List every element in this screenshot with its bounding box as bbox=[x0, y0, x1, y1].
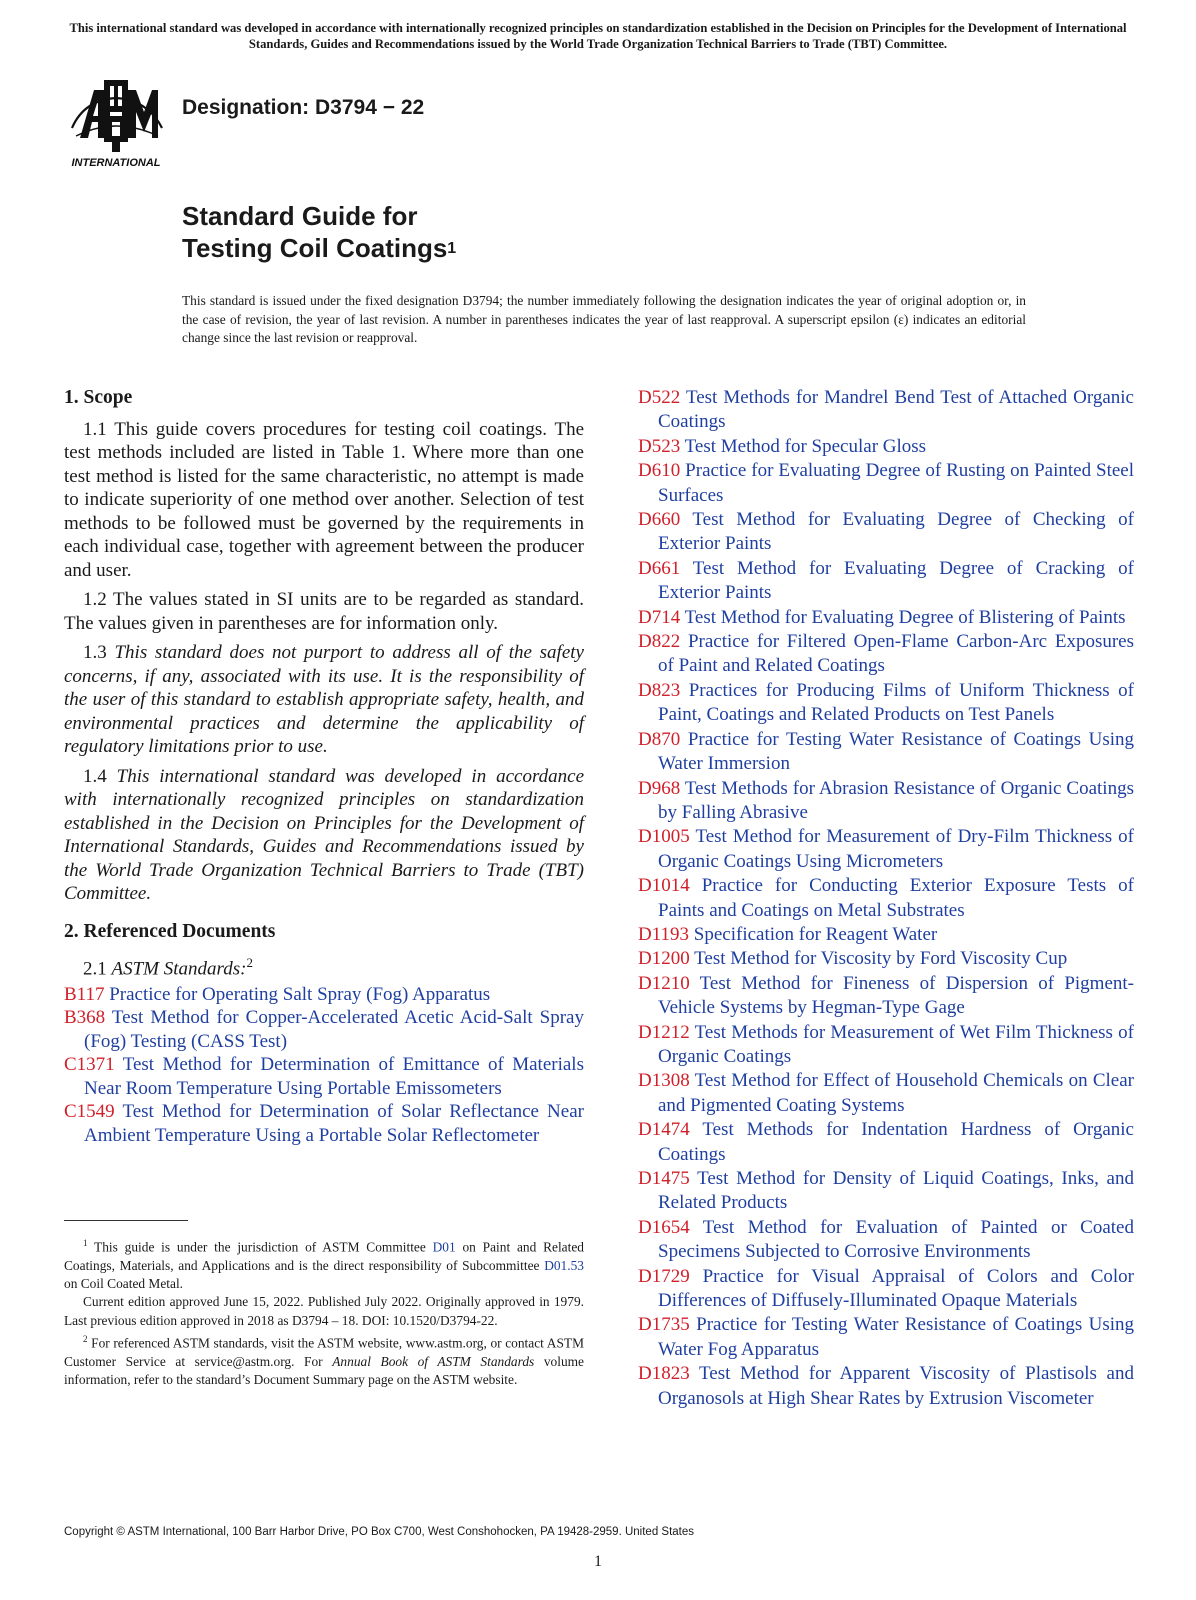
footnotes bbox=[64, 1234, 584, 1389]
reference-title[interactable]: Test Methods for Mandrel Bend Test of Attached Organic Coatings bbox=[658, 387, 1134, 433]
footnote-2: $^2$ For referenced ASTM standards, visit the ASTM website, www.astm.org, or contact ASTM Customer Service at service@astm.org. For Annual Book of ASTM Standards volume information, refer to the standard’s Document Summary page on the ASTM website. bbox=[64, 1333, 584, 1388]
left-column bbox=[64, 386, 584, 1147]
reference-code[interactable]: D660 bbox=[638, 509, 681, 531]
reference-item-b368[interactable] bbox=[64, 1006, 584, 1053]
subcommittee-d01-53-link[interactable]: D01.53 bbox=[544, 1257, 584, 1273]
scope-paragraph-1-4: 1.4 This international standard was developed in accordance with internationally recognized principles on standardization established in the Decision on Principles for the Development of International Standards, Guides and Recommendations issued by the World Trade Organization Technical Barriers to Trade (TBT) Committee. bbox=[64, 765, 585, 904]
reference-title[interactable]: Practice for Visual Appraisal of Colors and Color Differences of Diffusely-Illuminated Opaque Materials bbox=[658, 1265, 1135, 1312]
reference-item-d822[interactable] bbox=[638, 630, 1134, 679]
reference-item-d1212[interactable] bbox=[638, 1021, 1134, 1070]
reference-item-d660[interactable] bbox=[638, 508, 1134, 557]
reference-title[interactable]: Test Method for Fineness of Dispersion of Pigment-Vehicle Systems by Hegman-Type Gage bbox=[658, 972, 1134, 1019]
scope-paragraph-1-2: 1.2 The values stated in SI units are to be regarded as standard. The values given in parentheses are for information only. bbox=[64, 589, 584, 634]
reference-item-d1193[interactable] bbox=[638, 923, 1134, 947]
reference-title[interactable]: Test Method for Evaluating Degree of Blistering of Paints bbox=[684, 606, 1126, 628]
top-notice: This international standard was developed in accordance with internationally recognized principles on standardization established in the Decision on Principles for the Development of International Standards, Guides and Recommendations issued by the World Trade Organization Technical Barriers to Trade (TBT) Committee. bbox=[69, 21, 1127, 51]
reference-title[interactable]: Test Method for Effect of Household Chemicals on Clear and Pigmented Coating Systems bbox=[658, 1070, 1134, 1116]
reference-code[interactable]: B368 bbox=[64, 1007, 106, 1029]
reference-title[interactable]: Practice for Testing Water Resistance of Coatings Using Water Immersion bbox=[658, 728, 1135, 775]
reference-title[interactable]: Practice for Operating Salt Spray (Fog) Apparatus bbox=[109, 983, 491, 1005]
reference-code[interactable]: D822 bbox=[638, 631, 681, 653]
reference-item-d1475[interactable] bbox=[638, 1167, 1134, 1216]
reference-code[interactable]: D1735 bbox=[638, 1314, 690, 1336]
reference-code[interactable]: D1654 bbox=[638, 1216, 690, 1238]
reference-item-d523[interactable] bbox=[638, 435, 1134, 459]
designation: Designation: D3794 − 22 bbox=[182, 96, 425, 119]
scope-paragraph-1-1: 1.1 This guide covers procedures for testing coil coatings. The test methods included are listed in Table 1. Where more than one test method is listed for the same characteristic, no attempt is made to indicate superiority of one method over another. Selection of test methods to be followed must be governed by the requirements in each individual case, together with agreement between the producer and user. bbox=[64, 418, 584, 581]
reference-item-c1549[interactable] bbox=[64, 1100, 584, 1147]
footnote-1: $^1$ This guide is under the jurisdiction of ASTM Committee D01 on Paint and Related Coatings, Materials, and Applications and is the direct responsibility of Subcommittee D01.53 on Coil Coated Metal. bbox=[64, 1238, 584, 1292]
reference-code[interactable]: D1823 bbox=[638, 1363, 690, 1385]
title-line-1: Standard Guide for bbox=[182, 201, 418, 231]
reference-title[interactable]: Test Method for Viscosity by Ford Viscosity Cup bbox=[694, 948, 1068, 970]
reference-item-d1308[interactable] bbox=[638, 1069, 1134, 1118]
reference-item-d1654[interactable] bbox=[638, 1216, 1134, 1265]
reference-code[interactable]: D1475 bbox=[638, 1168, 690, 1189]
reference-code[interactable]: D610 bbox=[638, 460, 681, 482]
reference-code[interactable]: C1371 bbox=[64, 1054, 115, 1076]
reference-title[interactable]: Test Methods for Measurement of Wet Film Thickness of Organic Coatings bbox=[658, 1021, 1134, 1067]
reference-title[interactable]: Test Method for Measurement of Dry-Film Thickness of Organic Coatings Using Micrometers bbox=[658, 826, 1134, 872]
reference-title[interactable]: Test Method for Evaluating Degree of Checking of Exterior Paints bbox=[658, 509, 1134, 555]
reference-item-d1729[interactable] bbox=[638, 1265, 1134, 1314]
issue-note: This standard is issued under the fixed designation D3794; the number immediately following the designation indicates the year of original adoption or, in the case of revision, the year of last revision. A number in parentheses indicates the year of last reapproval. A superscript epsilon (ε) indicates an editorial change since the last revision or reapproval. bbox=[182, 293, 1026, 345]
reference-code[interactable]: D1210 bbox=[638, 972, 690, 994]
committee-d01-link[interactable]: D01 bbox=[432, 1239, 456, 1255]
astm-international-logo-icon bbox=[66, 76, 166, 168]
right-column bbox=[638, 386, 1134, 1411]
copyright-line: Copyright © ASTM International, 100 Barr Harbor Drive, PO Box C700, West Conshohocken, PA 19428-2959. United States bbox=[64, 1526, 695, 1538]
document-title bbox=[182, 200, 456, 269]
page-number: 1 bbox=[594, 1553, 602, 1570]
reference-code[interactable]: D1474 bbox=[638, 1119, 690, 1141]
referenced-documents-heading: 2. Referenced Documents bbox=[64, 920, 276, 942]
right-reference-list bbox=[638, 386, 1134, 1411]
reference-item-d1474[interactable] bbox=[638, 1118, 1134, 1167]
footnote-divider bbox=[64, 1220, 188, 1221]
reference-code[interactable]: D823 bbox=[638, 679, 681, 701]
reference-item-d1005[interactable] bbox=[638, 825, 1134, 874]
reference-code[interactable]: C1549 bbox=[64, 1101, 115, 1123]
reference-title[interactable]: Test Methods for Abrasion Resistance of Organic Coatings by Falling Abrasive bbox=[658, 777, 1134, 823]
reference-item-d610[interactable] bbox=[638, 459, 1134, 508]
title-line-2: Testing Coil Coatings$^1$ bbox=[182, 233, 457, 263]
reference-item-d870[interactable] bbox=[638, 728, 1134, 777]
reference-code[interactable]: D1200 bbox=[638, 948, 690, 970]
reference-code[interactable]: D1308 bbox=[638, 1070, 690, 1092]
reference-item-d661[interactable] bbox=[638, 557, 1134, 606]
reference-code[interactable]: D1193 bbox=[638, 923, 690, 945]
reference-item-d1200[interactable] bbox=[638, 947, 1134, 971]
reference-title[interactable]: Test Method for Apparent Viscosity of Plastisols and Organosols at High Shear Rates by Extrusion Viscometer bbox=[658, 1363, 1134, 1409]
title-footnote-mark: 1 bbox=[447, 240, 457, 257]
reference-item-d714[interactable] bbox=[638, 606, 1134, 630]
reference-title[interactable]: Practice for Evaluating Degree of Rusting on Painted Steel Surfaces bbox=[658, 460, 1135, 506]
reference-title[interactable]: Test Method for Specular Gloss bbox=[684, 435, 927, 457]
reference-title[interactable]: Test Method for Determination of Emittance of Materials Near Room Temperature Using Portable Emissometers bbox=[84, 1054, 584, 1099]
reference-item-d1014[interactable] bbox=[638, 874, 1134, 923]
reference-title[interactable]: Practice for Testing Water Resistance of Coatings Using Water Fog Apparatus bbox=[658, 1314, 1135, 1360]
reference-code[interactable]: D661 bbox=[638, 557, 681, 579]
reference-item-d1823[interactable] bbox=[638, 1362, 1134, 1411]
reference-item-c1371[interactable] bbox=[64, 1053, 584, 1100]
reference-code[interactable]: D1729 bbox=[638, 1265, 690, 1287]
reference-title[interactable]: Practices for Producing Films of Uniform Thickness of Paint, Coatings and Related Products on Test Panels bbox=[658, 679, 1135, 726]
reference-item-d1210[interactable] bbox=[638, 972, 1134, 1021]
reference-title[interactable]: Specification for Reagent Water bbox=[693, 923, 938, 945]
reference-item-d823[interactable] bbox=[638, 679, 1134, 728]
reference-code[interactable]: D1212 bbox=[638, 1021, 690, 1043]
logo-text: INTERNATIONAL bbox=[71, 157, 161, 168]
reference-code[interactable]: D968 bbox=[638, 777, 681, 799]
footnote-edition: Current edition approved June 15, 2022. Published July 2022. Originally approved in 1979. Last previous edition approved in 2018 as D3794 – 18. DOI: 10.1520/D3794-22. bbox=[64, 1294, 584, 1328]
reference-item-b117[interactable] bbox=[64, 983, 584, 1007]
reference-title[interactable]: Test Methods for Indentation Hardness of Organic Coatings bbox=[658, 1119, 1134, 1165]
reference-title[interactable]: Test Method for Density of Liquid Coatings, Inks, and Related Products bbox=[658, 1168, 1134, 1214]
reference-code[interactable]: D522 bbox=[638, 387, 681, 408]
reference-code[interactable]: D1005 bbox=[638, 826, 690, 848]
reference-title[interactable]: Test Method for Evaluation of Painted or Coated Specimens Subjected to Corrosive Environments bbox=[658, 1216, 1134, 1263]
reference-title[interactable]: Practice for Conducting Exterior Exposure Tests of Paints and Coatings on Metal Substrates bbox=[658, 875, 1134, 921]
reference-item-d522[interactable] bbox=[638, 386, 1134, 435]
reference-code[interactable]: D714 bbox=[638, 606, 681, 628]
reference-title[interactable]: Test Method for Determination of Solar Reflectance Near Ambient Temperature Using a Portable Solar Reflectometer bbox=[84, 1101, 584, 1146]
reference-code[interactable]: D523 bbox=[638, 435, 681, 457]
reference-item-d1735[interactable] bbox=[638, 1313, 1134, 1362]
left-reference-list bbox=[64, 983, 584, 1148]
astm-standards-subheading: 2.1 ASTM Standards:$^2$ bbox=[83, 955, 253, 980]
reference-title[interactable]: Test Method for Evaluating Degree of Cracking of Exterior Paints bbox=[658, 557, 1134, 604]
reference-item-d968[interactable] bbox=[638, 777, 1134, 826]
reference-title[interactable]: Practice for Filtered Open-Flame Carbon-Arc Exposures of Paint and Related Coatings bbox=[658, 631, 1134, 677]
reference-title[interactable]: Test Method for Copper-Accelerated Acetic Acid-Salt Spray (Fog) Testing (CASS Test) bbox=[84, 1007, 584, 1052]
reference-code[interactable]: B117 bbox=[64, 983, 105, 1005]
scope-paragraph-1-3: 1.3 This standard does not purport to address all of the safety concerns, if any, associated with its use. It is the responsibility of the user of this standard to establish appropriate safety, health, and environmental practices and determine the applicability of regulatory limitations prior to use. bbox=[64, 642, 584, 757]
reference-code[interactable]: D870 bbox=[638, 728, 681, 750]
reference-code[interactable]: D1014 bbox=[638, 875, 690, 897]
scope-heading: 1. Scope bbox=[64, 387, 133, 408]
